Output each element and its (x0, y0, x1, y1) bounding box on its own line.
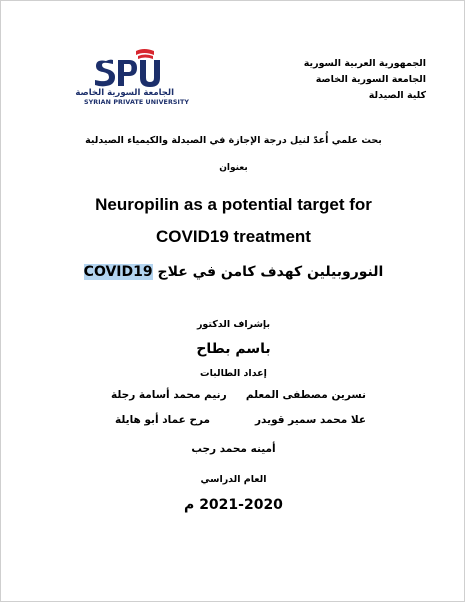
header-university: الجامعة السورية الخاصة (315, 74, 426, 85)
header-country: الجمهورية العربية السورية (303, 58, 426, 69)
academic-year: 2021-2020 م (184, 497, 283, 513)
titled-label: بعنوان (219, 163, 248, 173)
academic-year-label: العام الدراسي (200, 474, 267, 485)
title-arabic (1, 264, 465, 280)
logo-arabic-name: الجامعة السورية الخاصة (75, 88, 174, 98)
student-name: نسرين مصطفى المعلم (245, 389, 366, 401)
students-row-2 (1, 414, 465, 434)
title-arabic-highlight: COVID19 (83, 264, 153, 280)
intro-statement: بحث علمي أُعدّ لنيل درجة الإجازة في الصيدلة والكيمياء الصيدلية (85, 135, 382, 146)
student-name: أمينه محمد رجب (191, 443, 276, 455)
student-name: علا محمد سمير قويدر (255, 414, 366, 426)
title-english-line1: Neuropilin as a potential target for (95, 195, 372, 214)
student-name: رنيم محمد أسامة رجلة (111, 389, 227, 401)
supervision-label: بإشراف الدكتور (196, 319, 271, 330)
header-faculty: كلية الصيدلة (368, 90, 426, 101)
title-arabic-text: النوروبيلين كهدف كامن في علاج (152, 264, 384, 280)
logo-english-name: SYRIAN PRIVATE UNIVERSITY (84, 99, 190, 106)
prepared-by-label: إعداد الطالبات (200, 368, 267, 379)
supervisor-name: باسم بطاح (196, 341, 271, 357)
title-english-line2: COVID19 treatment (156, 227, 311, 246)
university-logo (75, 47, 190, 109)
student-name: مرح عماد أبو هايلة (115, 414, 211, 426)
spu-logo-icon (84, 47, 174, 89)
students-row-1 (1, 389, 465, 409)
institution-header (304, 56, 426, 104)
